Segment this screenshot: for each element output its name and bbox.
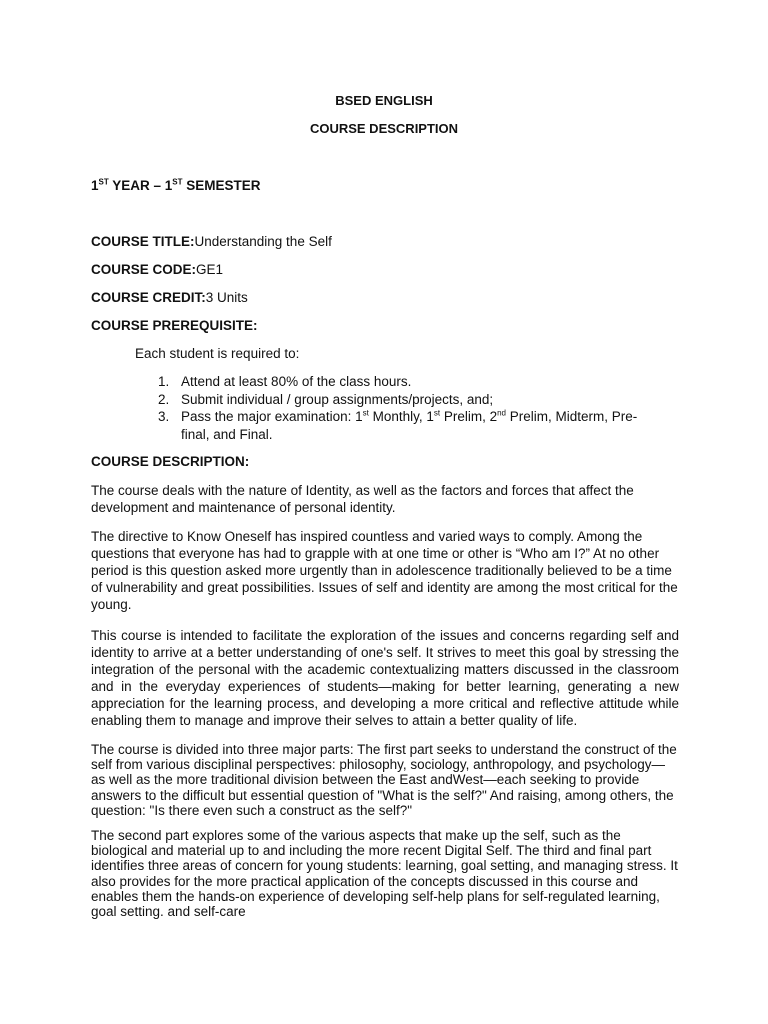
course-title-line	[91, 234, 332, 249]
course-code-value: GE1	[196, 262, 224, 277]
document-title: COURSE DESCRIPTION	[309, 121, 459, 136]
list-item: 1. Attend at least 80% of the class hours.	[158, 374, 412, 389]
course-code-label: COURSE CODE:	[91, 262, 197, 277]
course-title-label: COURSE TITLE:	[91, 234, 195, 249]
course-credit-label: COURSE CREDIT:	[91, 290, 206, 305]
course-credit-value: 3 Units	[205, 290, 248, 305]
program-heading: BSED ENGLISH	[335, 93, 433, 108]
course-code-line	[91, 262, 223, 277]
paragraph-first-part: The course is divided into three major parts: The first part seeks to understand the construct of the self from various disciplinal perspectives: philosophy, sociology, anthropology, and psychology—as well as the more traditional division between the East andWest—each seeking to provide answers to the difficult but essential question of "What is the self?" And raising, among others, the question: "Is there even such a construct as the self?"	[91, 742, 677, 818]
prerequisite-intro: Each student is required to:	[135, 346, 300, 361]
paragraph-know-oneself: The directive to Know Oneself has inspired countless and varied ways to comply. Among the questions that everyone has had to grapple with at one time or other is “Who am I?” At no other period is this question asked more urgently than in adolescence traditionally believed to be a time of vulnerability and great possibilities. Issues of self and identity are among the most critical for the young.	[91, 529, 678, 612]
course-description-label: COURSE DESCRIPTION:	[91, 454, 250, 469]
list-item: 2. Submit individual / group assignments/projects, and;	[158, 391, 494, 407]
list-item: 3. Pass the major examination: 1st Monthly, 1st Prelim, 2nd Prelim, Midterm, Pre-final, and Final.	[158, 408, 638, 442]
paragraph-course-intent: This course is intended to facilitate the exploration of the issues and concerns regarding self and identity to arrive at a better understanding of one's self. It strives to meet this goal by stressing the integration of the personal with the academic contextualizing matters discussed in the classroom and in the everyday experiences of students—making for better learning, generating a new appreciation for the learning process, and developing a more critical and reflective attitude while enabling them to manage and improve their selves to attain a better quality of life.	[91, 628, 679, 728]
course-title-value: Understanding the Self	[194, 234, 332, 249]
course-prerequisite-label: COURSE PREREQUISITE:	[91, 318, 258, 333]
paragraph-intro: The course deals with the nature of Identity, as well as the factors and forces that affect the development and maintenance of personal identity.	[91, 483, 634, 515]
term-heading: 1ST YEAR – 1ST SEMESTER	[91, 177, 261, 193]
course-credit-line	[91, 290, 248, 305]
paragraph-second-part: The second part explores some of the various aspects that make up the self, such as the biological and material up to and including the more recent Digital Self. The third and final part identifies three areas of concern for young students: learning, goal setting, and managing stress. It also provides for the more practical application of the concepts discussed in this course and enables them the hands-on experience of developing self-help plans for self-regulated learning, goal setting. and self-care	[91, 828, 678, 920]
prerequisite-list	[158, 373, 658, 443]
